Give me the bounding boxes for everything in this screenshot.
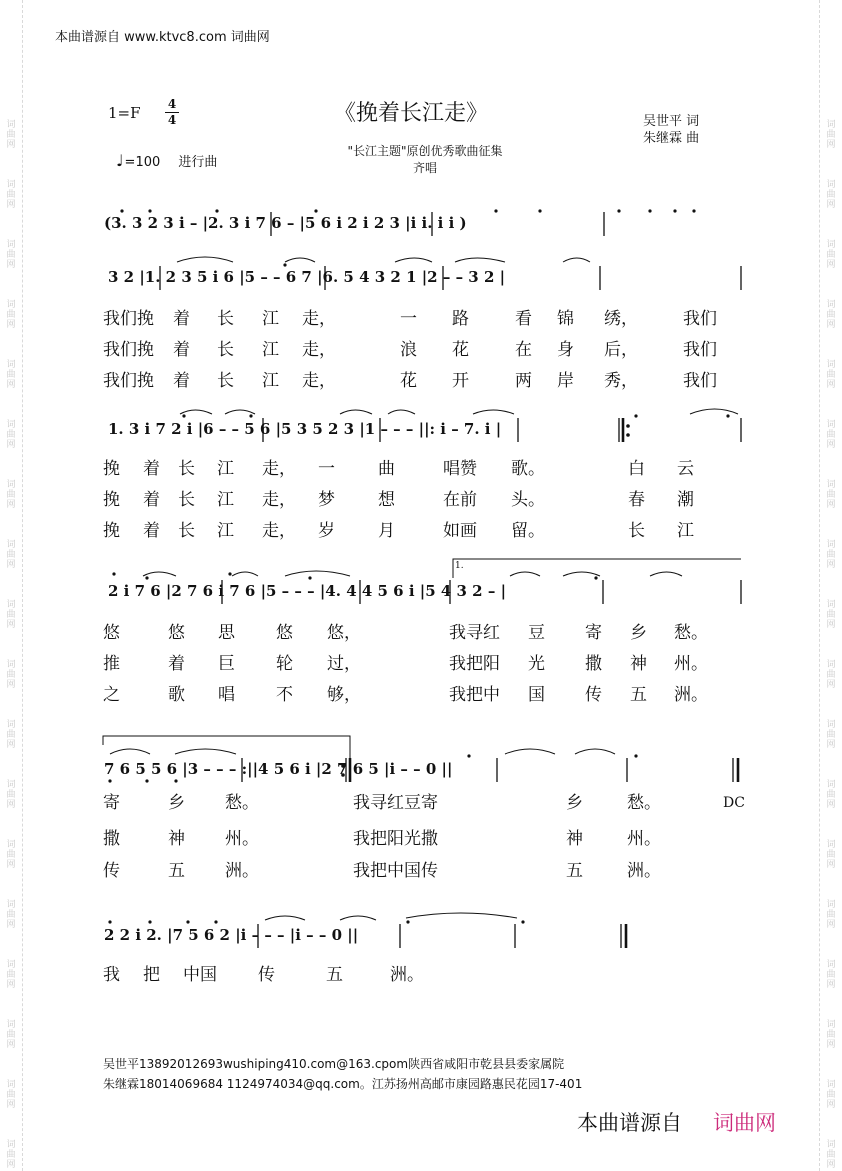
lyric-syllable: 豆 (528, 623, 545, 643)
lyric-syllable: 长 (178, 459, 195, 479)
lyric-line (0, 824, 842, 848)
lyric-syllable: 秀， (604, 371, 638, 391)
time-signature-top: 4 (167, 97, 177, 111)
lyric-syllable: 长 (217, 309, 234, 329)
lyric-syllable: 我把中 (449, 685, 500, 705)
lyric-syllable: 梦 (318, 490, 335, 510)
lyric-syllable: 走， (302, 309, 336, 329)
lyric-syllable: 云 (677, 459, 694, 479)
lyric-syllable: 挽 (103, 521, 120, 541)
watermark-text: 词 曲 网 (6, 480, 16, 510)
lyric-syllable: 花 (452, 340, 469, 360)
lyric-syllable: 我们挽 (103, 340, 154, 360)
lyric-line (0, 335, 842, 359)
lyric-syllable: 走， (302, 340, 336, 360)
lyric-syllable: 之 (103, 685, 120, 705)
lyric-syllable: 神 (168, 829, 185, 849)
lyric-syllable: 我们挽 (103, 371, 154, 391)
lyric-syllable: 悠， (327, 623, 361, 643)
lyric-syllable: 我把阳光撒 (353, 829, 438, 849)
watermark-text: 词 曲 网 (6, 180, 16, 210)
watermark-text: 词 曲 网 (6, 120, 16, 150)
lyric-syllable: 我寻红豆寄 (353, 793, 438, 813)
lyric-syllable: 看 (515, 309, 532, 329)
lyric-syllable: 五 (168, 861, 185, 881)
lyric-syllable: 思 (218, 623, 235, 643)
lyric-syllable: 撒 (585, 654, 602, 674)
lyric-syllable: 五 (566, 861, 583, 881)
lyric-syllable: 身 (557, 340, 574, 360)
watermark-text: 词 曲 网 (826, 420, 836, 450)
lyric-syllable: 传 (258, 965, 275, 985)
lyric-syllable: 春 (628, 490, 645, 510)
lyric-syllable: 悠 (168, 623, 185, 643)
lyric-syllable: 我们 (683, 340, 717, 360)
lyric-syllable: 着 (143, 521, 160, 541)
contact-line-lyricist: 吴世平13892012693wushiping410.com@163.cpom陕西省咸阳市乾县县委家属院 (103, 1057, 565, 1071)
lyric-syllable: 月 (378, 521, 395, 541)
lyric-syllable: 如画 (443, 521, 477, 541)
watermark-text: 词 曲 网 (826, 600, 836, 630)
lyric-syllable: 江 (262, 371, 279, 391)
watermark-text: 词 曲 网 (6, 960, 16, 990)
lyric-syllable: 巨 (218, 654, 235, 674)
watermark-text: 词 曲 网 (826, 1140, 836, 1170)
lyric-syllable: 不 (276, 685, 293, 705)
watermark-text: 词 曲 网 (826, 720, 836, 750)
lyric-syllable: 岁 (318, 521, 335, 541)
contact-line-composer: 朱继霖18014069684 1124974034@qq.com。江苏扬州高邮市康园路惠民花园17-401 (103, 1077, 583, 1091)
quarter-note-icon: ♩ (116, 151, 124, 170)
lyric-syllable: 一 (400, 309, 417, 329)
lyric-syllable: 乡 (566, 793, 583, 813)
lyric-syllable: 洲。 (225, 861, 259, 881)
key-signature: 1=F (108, 104, 141, 122)
watermark-text: 词 曲 网 (826, 960, 836, 990)
lyric-syllable: 寄 (585, 623, 602, 643)
lyric-line (0, 856, 842, 880)
lyric-syllable: 走， (262, 490, 296, 510)
lyric-syllable: 我 (103, 965, 120, 985)
lyric-syllable: 中国 (183, 965, 217, 985)
lyric-syllable: 我把阳 (449, 654, 500, 674)
watermark-text: 词 曲 网 (6, 240, 16, 270)
collection-name: "长江主题"原创优秀歌曲征集 (347, 144, 503, 158)
lyric-syllable: 唱 (218, 685, 235, 705)
lyric-syllable: 浪 (400, 340, 417, 360)
composer-credit: 朱继霖 曲 (643, 131, 700, 146)
watermark-text: 词 曲 网 (826, 300, 836, 330)
lyric-syllable: 着 (173, 371, 190, 391)
watermark-text: 词 曲 网 (6, 840, 16, 870)
watermark-text: 词 曲 网 (826, 1080, 836, 1110)
lyric-syllable: 后， (604, 340, 638, 360)
lyric-line (0, 618, 842, 642)
lyric-syllable: 挽 (103, 459, 120, 479)
lyric-syllable: 走， (262, 521, 296, 541)
lyric-syllable: 岸 (557, 371, 574, 391)
lyric-line (0, 960, 842, 984)
lyricist-credit: 吴世平 词 (643, 114, 700, 129)
lyric-syllable: 长 (217, 371, 234, 391)
lyric-line (0, 516, 842, 540)
lyric-syllable: 着 (143, 459, 160, 479)
watermark-text: 词 曲 网 (826, 660, 836, 690)
lyric-syllable: 长 (217, 340, 234, 360)
watermark-text: 词 曲 网 (826, 180, 836, 210)
watermark-text: 词 曲 网 (826, 840, 836, 870)
watermark-text: 词 曲 网 (826, 1020, 836, 1050)
lyric-line (0, 366, 842, 390)
dc-mark: DC (723, 795, 745, 811)
lyric-syllable: 着 (168, 654, 185, 674)
lyric-syllable: 光 (528, 654, 545, 674)
lyric-syllable: 推 (103, 654, 120, 674)
lyric-syllable: 神 (566, 829, 583, 849)
tempo-style: 进行曲 (178, 155, 218, 170)
lyric-syllable: 国 (528, 685, 545, 705)
lyric-syllable: 曲 (378, 459, 395, 479)
lyric-syllable: 江 (217, 459, 234, 479)
tempo-value: =100 (124, 155, 161, 170)
lyric-syllable: 歌。 (511, 459, 545, 479)
lyric-syllable: 挽 (103, 490, 120, 510)
lyric-syllable: 州。 (627, 829, 661, 849)
lyric-syllable: 悠 (276, 623, 293, 643)
lyric-syllable: 洲。 (390, 965, 424, 985)
source-header: 本曲谱源自 www.ktvc8.com 词曲网 (55, 30, 270, 45)
lyric-syllable: 江 (217, 490, 234, 510)
watermark-text: 词 曲 网 (6, 660, 16, 690)
watermark-text: 词 曲 网 (826, 900, 836, 930)
lyric-syllable: 开 (452, 371, 469, 391)
lyric-syllable: 在前 (443, 490, 477, 510)
lyric-syllable: 神 (630, 654, 647, 674)
watermark-text: 词 曲 网 (6, 1080, 16, 1110)
lyric-syllable: 歌 (168, 685, 185, 705)
lyric-syllable: 江 (262, 340, 279, 360)
lyric-syllable: 长 (628, 521, 645, 541)
lyric-syllable: 绣， (604, 309, 638, 329)
lyric-syllable: 着 (173, 340, 190, 360)
lyric-syllable: 留。 (511, 521, 545, 541)
footer-brand-name[interactable]: 词曲网 (713, 1111, 776, 1135)
lyric-syllable: 江 (677, 521, 694, 541)
lyric-syllable: 愁。 (674, 623, 708, 643)
lyric-syllable: 我把中国传 (353, 861, 438, 881)
lyric-line (0, 788, 842, 812)
lyric-syllable: 撒 (103, 829, 120, 849)
lyric-syllable: 州。 (225, 829, 259, 849)
lyric-line (0, 649, 842, 673)
watermark-text: 词 曲 网 (6, 300, 16, 330)
lyric-syllable: 唱赞 (443, 459, 477, 479)
lyric-syllable: 洲。 (674, 685, 708, 705)
lyric-syllable: 传 (103, 861, 120, 881)
watermark-text: 词 曲 网 (826, 480, 836, 510)
lyric-line (0, 454, 842, 478)
lyric-syllable: 长 (178, 490, 195, 510)
lyric-syllable: 长 (178, 521, 195, 541)
lyric-syllable: 乡 (630, 623, 647, 643)
lyric-syllable: 我们挽 (103, 309, 154, 329)
lyric-syllable: 两 (515, 371, 532, 391)
lyric-syllable: 我们 (683, 371, 717, 391)
lyric-syllable: 想 (378, 490, 395, 510)
lyric-syllable: 悠 (103, 623, 120, 643)
lyric-syllable: 白 (628, 459, 645, 479)
watermark-text: 词 曲 网 (6, 600, 16, 630)
lyric-syllable: 路 (452, 309, 469, 329)
lyric-syllable: 五 (326, 965, 343, 985)
lyric-syllable: 洲。 (627, 861, 661, 881)
time-signature-bottom: 4 (167, 113, 177, 127)
lyric-syllable: 州。 (674, 654, 708, 674)
lyric-syllable: 我寻红 (449, 623, 500, 643)
watermark-text: 词 曲 网 (6, 360, 16, 390)
lyric-syllable: 花 (400, 371, 417, 391)
watermark-text: 词 曲 网 (826, 120, 836, 150)
watermark-text: 词 曲 网 (826, 360, 836, 390)
watermark-text: 词 曲 网 (826, 540, 836, 570)
lyric-syllable: 我们 (683, 309, 717, 329)
watermark-text: 词 曲 网 (826, 780, 836, 810)
lyric-syllable: 头。 (511, 490, 545, 510)
lyric-syllable: 着 (173, 309, 190, 329)
lyric-syllable: 着 (143, 490, 160, 510)
lyric-syllable: 愁。 (627, 793, 661, 813)
footer-brand-source: 本曲谱源自 (577, 1111, 682, 1135)
lyric-line (0, 304, 842, 328)
lyric-syllable: 过， (327, 654, 361, 674)
lyric-syllable: 江 (262, 309, 279, 329)
watermark-text: 词 曲 网 (6, 780, 16, 810)
lyric-syllable: 轮 (276, 654, 293, 674)
lyric-syllable: 够， (327, 685, 361, 705)
lyric-syllable: 传 (585, 685, 602, 705)
performance-form: 齐唱 (412, 161, 437, 175)
watermark-text: 词 曲 网 (6, 1020, 16, 1050)
lyric-syllable: 江 (217, 521, 234, 541)
lyric-syllable: 走， (302, 371, 336, 391)
lyric-line (0, 485, 842, 509)
volta-label: 1. (455, 561, 464, 571)
watermark-text: 词 曲 网 (6, 540, 16, 570)
lyric-syllable: 把 (143, 965, 160, 985)
lyric-syllable: 在 (515, 340, 532, 360)
lyric-syllable: 走， (262, 459, 296, 479)
lyric-syllable: 愁。 (225, 793, 259, 813)
lyric-syllable: 一 (318, 459, 335, 479)
lyric-syllable: 锦 (557, 309, 574, 329)
watermark-text: 词 曲 网 (826, 240, 836, 270)
lyric-syllable: 寄 (103, 793, 120, 813)
watermark-text: 词 曲 网 (6, 720, 16, 750)
watermark-text: 词 曲 网 (6, 1140, 16, 1170)
watermark-text: 词 曲 网 (6, 420, 16, 450)
lyric-syllable: 五 (630, 685, 647, 705)
song-title: 《挽着长江走》 (334, 101, 489, 126)
lyric-syllable: 潮 (677, 490, 694, 510)
lyric-syllable: 乡 (168, 793, 185, 813)
watermark-text: 词 曲 网 (6, 900, 16, 930)
lyric-line (0, 680, 842, 704)
